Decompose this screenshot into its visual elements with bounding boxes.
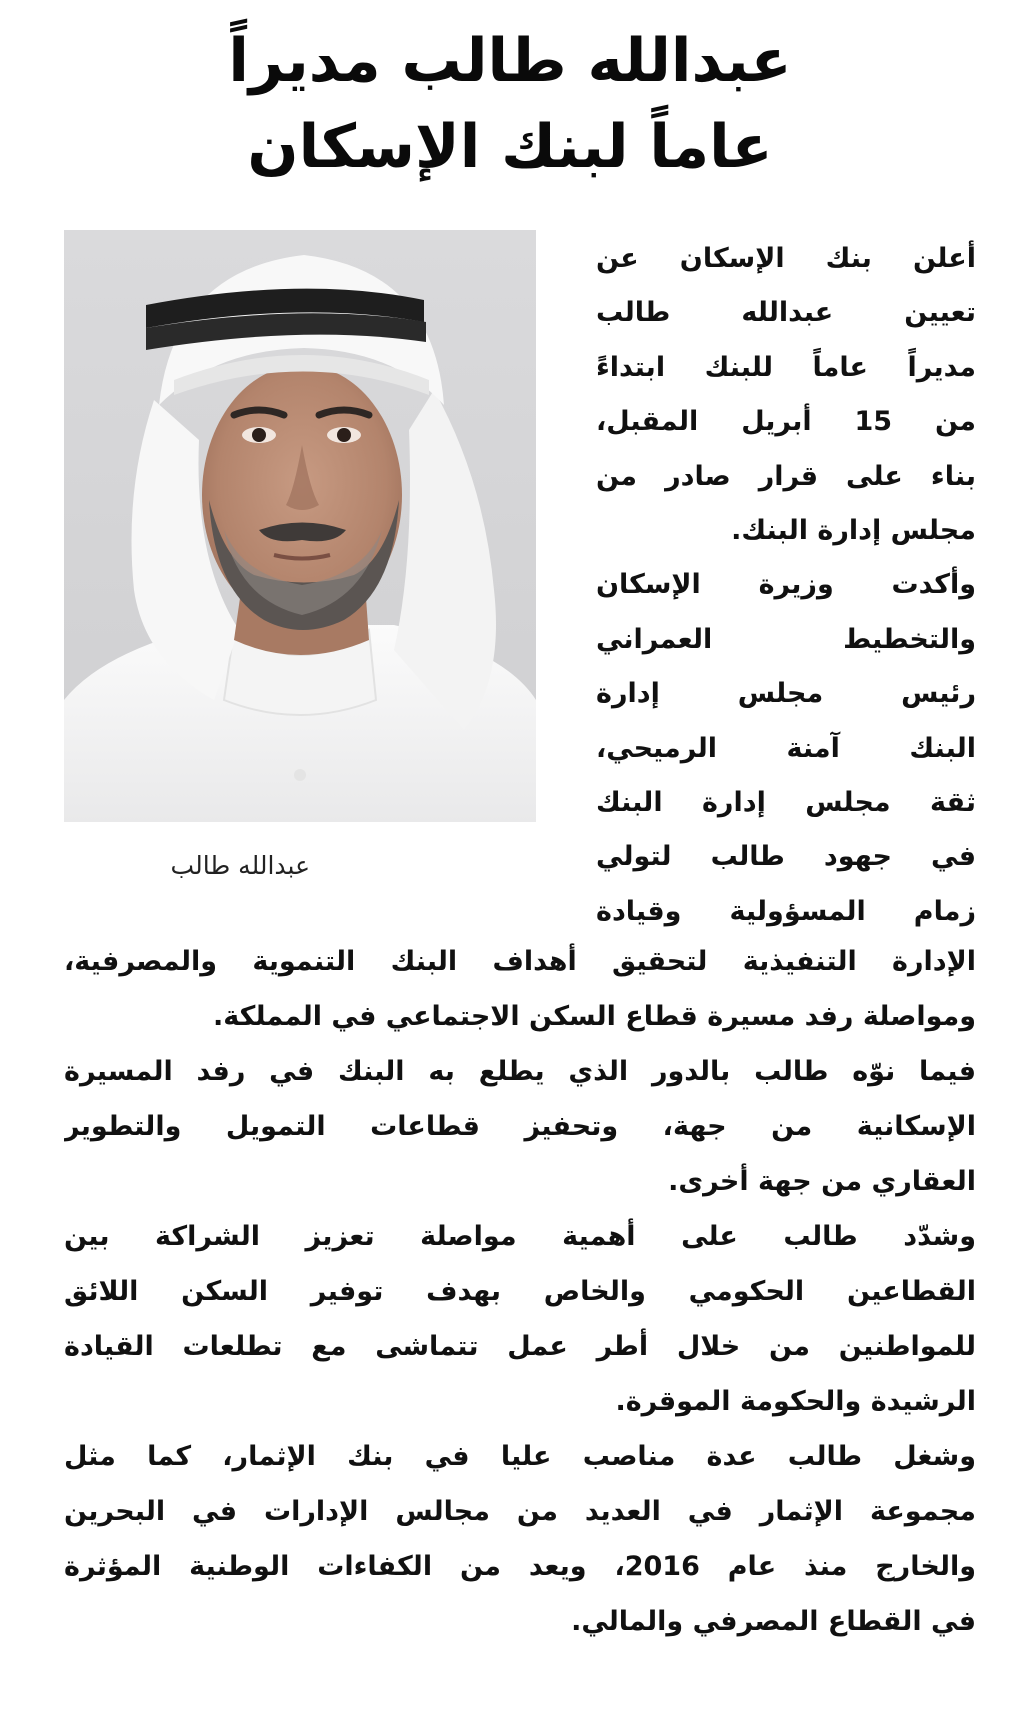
body-text-line: والتخطيط العمراني [596, 623, 976, 655]
body-text-line: فيما نوّه طالب بالدور الذي يطلع به البنك في رفد المسيرة [64, 1056, 976, 1087]
body-text-line: العقاري من جهة أخرى. [668, 1166, 976, 1197]
headline [40, 18, 980, 190]
body-text-line: أعلن بنك الإسكان عن [596, 243, 976, 274]
body-text-line: الإسكانية من جهة، وتحفيز قطاعات التمويل والتطوير [64, 1111, 976, 1142]
body-text-line: في جهود طالب لتولي [596, 841, 976, 873]
body-text-line: الإدارة التنفيذية لتحقيق أهداف البنك التنموية والمصرفية، [64, 946, 976, 977]
body-text-line: الرشيدة والحكومة الموقرة. [615, 1386, 976, 1417]
article-body-narrow-column [596, 232, 976, 939]
body-text-line: للمواطنين من خلال أطر عمل تتماشى مع تطلعات القيادة [64, 1331, 976, 1362]
body-text-line: والخارج منذ عام 2016، ويعد من الكفاءات الوطنية المؤثرة [64, 1551, 976, 1582]
portrait-illustration [64, 230, 536, 822]
body-text-line: مجلس إدارة البنك. [731, 514, 976, 546]
body-text-line: في القطاع المصرفي والمالي. [571, 1606, 976, 1637]
portrait-photo [64, 230, 536, 822]
photo-caption: عبدالله طالب [170, 851, 310, 880]
body-text-line: ومواصلة رفد مسيرة قطاع السكن الاجتماعي في المملكة. [213, 1001, 976, 1032]
body-text-line: ثقة مجلس إدارة البنك [596, 786, 976, 818]
body-text-line: وأكدت وزيرة الإسكان [596, 569, 976, 601]
body-text-line: البنك آمنة الرميحي، [596, 732, 976, 764]
body-text-line: تعيين عبدالله طالب [596, 297, 976, 329]
headline-line-2: عاماً لبنك الإسكان [247, 112, 773, 182]
body-text-line: بناء على قرار صادر من [596, 460, 976, 492]
body-text-line: مديراً عاماً للبنك ابتداءً [596, 351, 976, 383]
body-text-line: القطاعين الحكومي والخاص بهدف توفير السكن اللائق [64, 1276, 976, 1307]
body-text-line: مجموعة الإثمار في العديد من مجالس الإدارات في البحرين [64, 1496, 976, 1527]
headline-line-1: عبدالله طالب مديراً [228, 26, 792, 96]
body-text-line: من 15 أبريل المقبل، [596, 406, 976, 438]
body-text-line: رئيس مجلس إدارة [596, 678, 976, 710]
body-text-line: وشغل طالب عدة مناصب عليا في بنك الإثمار، كما مثل [64, 1441, 976, 1472]
article-body-wide-column [64, 934, 976, 1649]
body-text-line: زمام المسؤولية وقيادة [596, 895, 976, 927]
body-text-line: وشدّد طالب على أهمية مواصلة تعزيز الشراكة بين [64, 1221, 976, 1252]
